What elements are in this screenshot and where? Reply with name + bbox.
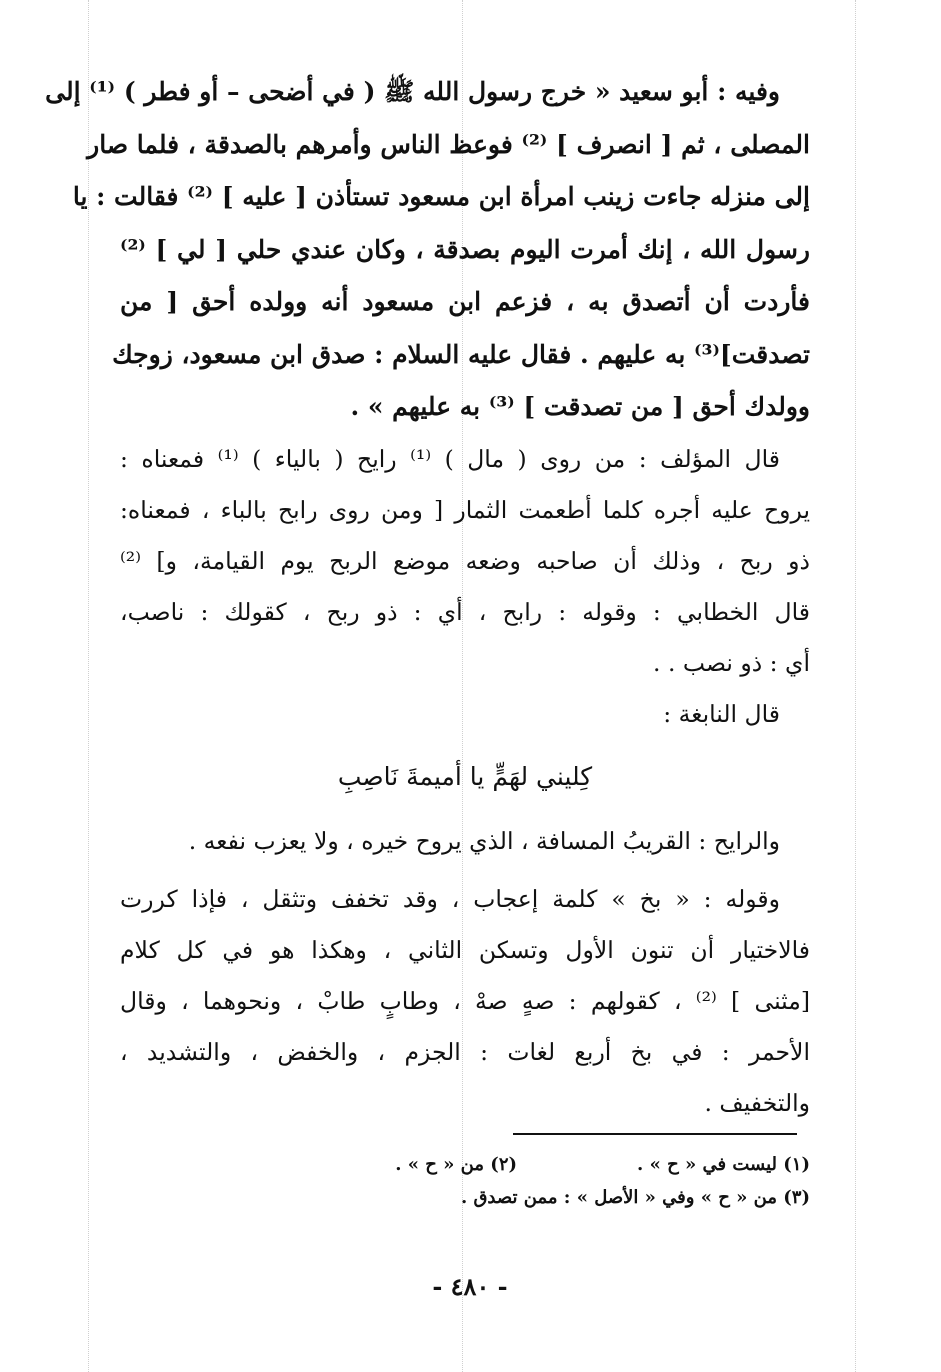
hadith-line: إلى منزله جاءت زينب امرأة ابن مسعود تستأذن [ عليه ] ⁽²⁾ فقالت : يا bbox=[72, 182, 810, 211]
poetry-verse: كِليني لهَمٍّ يا أميمةَ نَاصِبِ bbox=[337, 762, 593, 791]
commentary-line: أي : ذو نصب . . bbox=[653, 649, 810, 677]
footnote-3: (٣) من « ح » وفي « الأصل » : ممن تصدق . bbox=[460, 1187, 810, 1208]
poet-attribution: قال النابغة : bbox=[663, 700, 780, 728]
bakh-line: [مثنى ] ⁽²⁾ ، كقولهم : صهٍ صهْ ، وطابٍ طابْ ، ونحوهما ، وقال bbox=[120, 987, 811, 1015]
bakh-line: والتخفيف . bbox=[704, 1089, 810, 1117]
rayih-paragraph bbox=[120, 816, 810, 867]
hadith-line: وفيه : أبو سعيد « خرج رسول الله ﷺ ( في أضحى – أو فطر ) ⁽¹⁾ إلى bbox=[45, 77, 780, 106]
bakh-line: الأحمر : في بخ أربع لغات : الجزم ، والخفض ، والتشديد ، bbox=[120, 1038, 810, 1066]
footnote-row bbox=[120, 1148, 810, 1181]
footnotes bbox=[120, 1148, 810, 1214]
bakh-line: فالاختيار أن تنون الأول وتسكن الثاني ، وهكذا هو في كل كلام bbox=[120, 936, 810, 964]
commentary-line: قال المؤلف : من روى ( مال ) ⁽¹⁾ رايح ( بالياء ) ⁽¹⁾ فمعناه : bbox=[120, 445, 780, 473]
rayih-line: والرايح : القريبُ المسافة ، الذي يروح خيره ، ولا يعزب نفعه . bbox=[188, 827, 780, 855]
hadith-line: فأردت أن أتصدق به ، فزعم ابن مسعود أنه وولده أحق [ من bbox=[120, 287, 810, 316]
footnote-1: (١) ليست في « ح » . bbox=[637, 1154, 810, 1175]
commentary-line: ذو ربح ، وذلك أن صاحبه وضعه موضع الربح يوم القيامة، و] ⁽²⁾ bbox=[120, 547, 810, 575]
hadith-line: المصلى ، ثم [ انصرف ] ⁽²⁾ فوعظ الناس وأمرهم بالصدقة ، فلما صار bbox=[87, 129, 810, 159]
hadith-line: وولدك أحق [ من تصدقت ] ⁽³⁾ به عليهم » . bbox=[350, 392, 810, 421]
footnote-2: (٢) من « ح » . bbox=[395, 1154, 518, 1175]
bakh-line: وقوله : « بخ » كلمة إعجاب ، وقد تخفف وتثقل ، فإذا كررت bbox=[120, 885, 780, 913]
commentary-line: قال الخطابي : وقوله : رابح ، أي : ذو ربح ، كقولك : ناصب، bbox=[120, 598, 810, 626]
hadith-line: رسول الله ، إنك أمرت اليوم بصدقة ، وكان عندي حلي [ لي ] ⁽²⁾ bbox=[120, 234, 810, 264]
page-number: - ٤٨٠ - bbox=[432, 1272, 508, 1301]
bakh-paragraph bbox=[120, 874, 810, 1129]
hadith-paragraph bbox=[45, 66, 810, 434]
footnote-separator bbox=[513, 1133, 797, 1135]
margin-guide-right bbox=[855, 0, 856, 1372]
commentary-paragraph bbox=[120, 434, 810, 740]
hadith-line: تصدقت]⁽³⁾ به عليهم . فقال عليه السلام : صدق ابن مسعود، زوجك bbox=[112, 339, 810, 369]
commentary-line: يروح عليه أجره كلما أطعمت الثمار [ ومن روى رابح بالباء ، فمعناه: bbox=[120, 496, 810, 524]
